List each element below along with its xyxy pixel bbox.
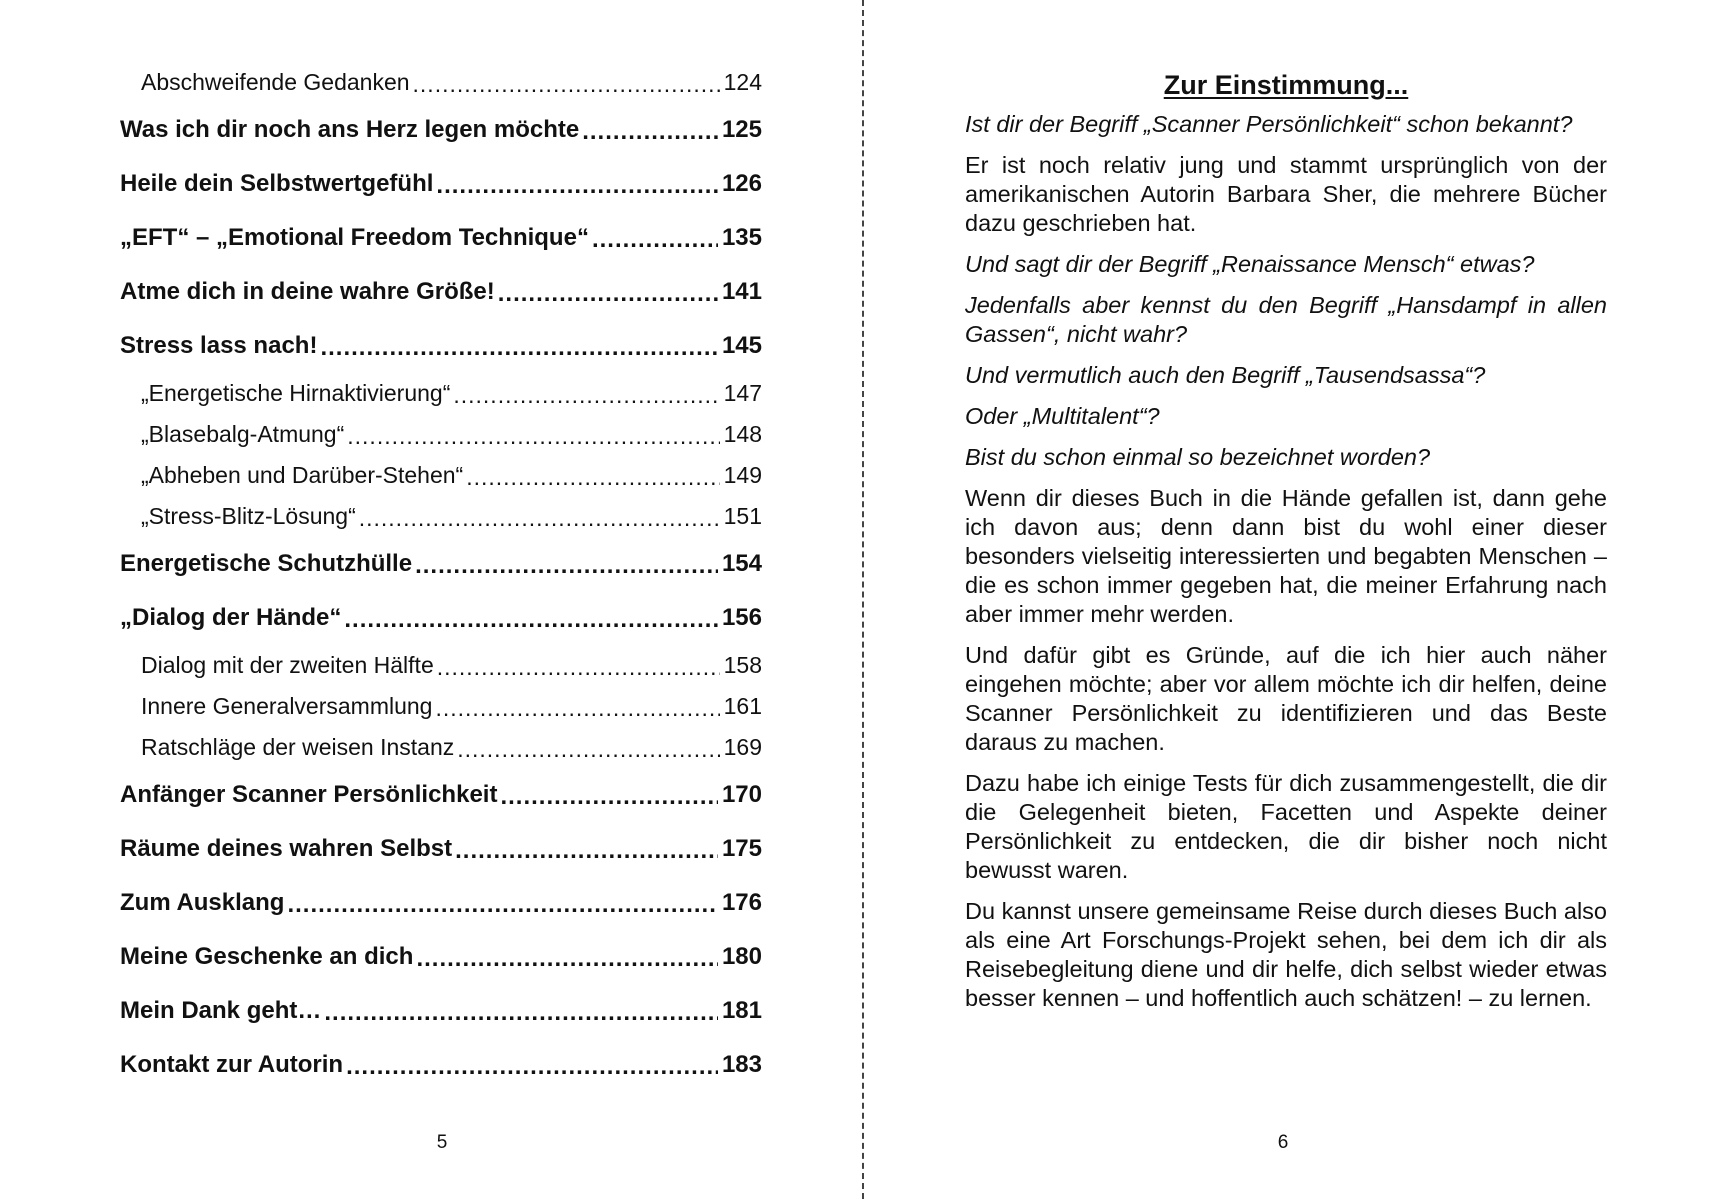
paragraph: Oder „Multitalent“? (965, 403, 1160, 429)
toc-entry-title: Stress lass nach! (120, 332, 318, 359)
toc-leader-dots (436, 174, 718, 198)
toc-leader-dots (344, 608, 718, 632)
toc-entry-title: „EFT“ – „Emotional Freedom Technique“ (120, 224, 589, 251)
toc-leader-dots (413, 73, 720, 96)
toc-leader-dots (466, 466, 719, 489)
right-page (866, 0, 1712, 1199)
toc-leader-dots (324, 1001, 718, 1025)
toc-leader-dots (287, 893, 717, 917)
toc-entry (120, 727, 762, 768)
toc-entry-page: 126 (721, 170, 762, 197)
paragraph: Bist du schon einmal so bezeichnet worden? (965, 444, 1431, 470)
paragraph: Jedenfalls aber kennst du den Begriff „Hansdampf in allen Gassen“, nicht wahr? (965, 292, 1607, 347)
toc-entry-page: 181 (721, 997, 762, 1024)
toc-leader-dots (592, 228, 718, 252)
toc-entry-title: Meine Geschenke an dich (120, 943, 414, 970)
toc-entry-title: Dialog mit der zweiten Hälfte (141, 652, 434, 678)
toc-entry (120, 62, 762, 103)
toc-entry-title: Räume deines wahren Selbst (120, 835, 453, 862)
toc-leader-dots (457, 738, 719, 761)
toc-entry-title: Atme dich in deine wahre Größe! (120, 278, 495, 305)
chapter-heading: Zur Einstimmung... (1163, 70, 1409, 100)
toc-entry-page: 158 (723, 652, 762, 678)
toc-entry (120, 373, 762, 414)
toc-entry (120, 1038, 762, 1092)
toc-entry-page: 169 (723, 734, 762, 760)
toc-entry-title: „Blasebalg-Atmung“ (141, 421, 345, 447)
toc-entry-title: Innere Generalversammlung (141, 693, 433, 719)
toc-entry-title: Ratschläge der weisen Instanz (141, 734, 455, 760)
toc-entry (120, 591, 762, 645)
toc-entry-page: 151 (723, 503, 762, 529)
toc-entry (120, 319, 762, 373)
toc-entry-page: 135 (721, 224, 762, 251)
toc-leader-dots (582, 120, 718, 144)
page-number-right: 6 (1277, 1132, 1289, 1153)
toc-entry-page: 175 (721, 835, 762, 862)
toc-leader-dots (416, 947, 718, 971)
toc-entry-page: 147 (723, 380, 762, 406)
toc-entry-page: 170 (721, 781, 762, 808)
paragraph: Und vermutlich auch den Begriff „Tausendsassa“? (965, 362, 1486, 388)
toc-entry-title: Kontakt zur Autorin (120, 1051, 344, 1078)
toc-entry (120, 455, 762, 496)
paragraph: Dazu habe ich einige Tests für dich zusammengestellt, die dir die Gelegenheit bieten, Facetten und Aspekte deiner Persönlichkeit zu entdecken, die dir bisher noch nicht bewusst waren. (965, 770, 1607, 883)
paragraph: Ist dir der Begriff „Scanner Persönlichkeit“ schon bekannt? (965, 111, 1573, 137)
toc-entry (120, 930, 762, 984)
toc-entry-page: 154 (721, 550, 762, 577)
toc-entry-title: Energetische Schutzhülle (120, 550, 413, 577)
toc-leader-dots (498, 282, 718, 306)
toc-leader-dots (500, 785, 718, 809)
toc-entry (120, 211, 762, 265)
toc-entry-page: 145 (721, 332, 762, 359)
toc-entry (120, 822, 762, 876)
toc-leader-dots (435, 697, 719, 720)
toc-entry (120, 103, 762, 157)
toc-leader-dots (415, 554, 718, 578)
toc-entry-page: 141 (721, 278, 762, 305)
toc-entry-title: Mein Dank geht… (120, 997, 322, 1024)
paragraph: Und dafür gibt es Gründe, auf die ich hier auch näher eingehen möchte; aber vor allem möchte ich dir helfen, deine Scanner Persönlichkeit zu identifizieren und das Beste daraus zu machen. (965, 642, 1607, 755)
toc-entry-title: „Dialog der Hände“ (120, 604, 342, 631)
toc-entry-page: 183 (721, 1051, 762, 1078)
toc-entry-title: Anfänger Scanner Persönlichkeit (120, 781, 498, 808)
toc-entry-title: Was ich dir noch ans Herz legen möchte (120, 116, 580, 143)
toc-leader-dots (437, 656, 720, 679)
toc-entry-title: Abschweifende Gedanken (141, 69, 410, 95)
toc-entry (120, 876, 762, 930)
paragraph: Und sagt dir der Begriff „Renaissance Mensch“ etwas? (965, 251, 1535, 277)
toc-entry (120, 496, 762, 537)
toc-entry-title: Heile dein Selbstwertgefühl (120, 170, 434, 197)
toc-entry-page: 180 (721, 943, 762, 970)
toc-entry-page: 149 (723, 462, 762, 488)
page-number-left: 5 (436, 1132, 448, 1153)
toc-entry (120, 768, 762, 822)
toc-entry (120, 265, 762, 319)
toc-leader-dots (359, 507, 720, 530)
toc-leader-dots (320, 336, 718, 360)
toc-entry (120, 157, 762, 211)
paragraph: Wenn dir dieses Buch in die Hände gefallen ist, dann gehe ich davon aus; denn dann bist du wohl einer dieser besonders vielseitig interessierten und begabten Menschen – die es schon immer gegeben hat, die meiner Erfahrung nach aber immer mehr werden. (965, 485, 1607, 627)
chapter-content (965, 62, 1607, 1025)
toc-entry (120, 984, 762, 1038)
paragraph: Du kannst unsere gemeinsame Reise durch dieses Buch also als eine Art Forschungs-Projekt sehen, bei dem ich dir als Reisebegleitung diene und dir helfe, dich selbst wieder etwas besser kennen – und hoffentlich auch schätzen! – zu lernen. (965, 898, 1607, 1011)
toc-leader-dots (455, 839, 718, 863)
page-divider (862, 0, 864, 1199)
toc-entry-title: Zum Ausklang (120, 889, 285, 916)
toc-entry-title: „Abheben und Darüber-Stehen“ (141, 462, 464, 488)
toc-leader-dots (453, 384, 719, 407)
toc-entry-page: 125 (721, 116, 762, 143)
toc-entry (120, 686, 762, 727)
toc-entry-page: 161 (723, 693, 762, 719)
toc-entry-page: 148 (723, 421, 762, 447)
toc-entry-title: „Stress-Blitz-Lösung“ (141, 503, 356, 529)
toc-entry-page: 176 (721, 889, 762, 916)
toc-leader-dots (346, 1055, 718, 1079)
toc-entry-page: 124 (723, 69, 762, 95)
toc-entry-title: „Energetische Hirnaktivierung“ (141, 380, 451, 406)
table-of-contents (120, 62, 762, 1092)
toc-entry (120, 645, 762, 686)
paragraph: Er ist noch relativ jung und stammt ursprünglich von der amerikanischen Autorin Barbara Sher, die mehrere Bücher dazu geschrieben hat. (965, 152, 1607, 236)
toc-entry-page: 156 (721, 604, 762, 631)
toc-entry (120, 537, 762, 591)
toc-leader-dots (347, 425, 719, 448)
toc-entry (120, 414, 762, 455)
